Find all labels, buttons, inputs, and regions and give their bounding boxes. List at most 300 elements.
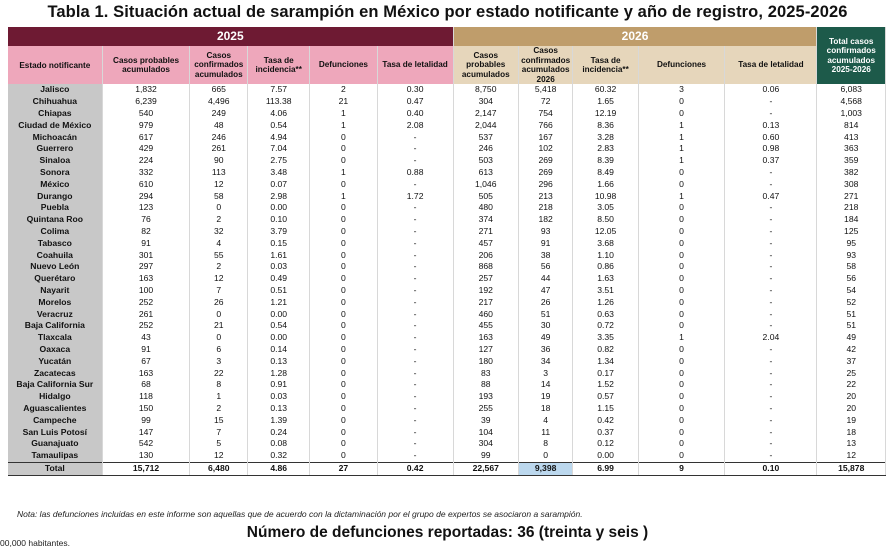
data-cell: 118	[102, 391, 190, 403]
data-cell: -	[725, 108, 817, 120]
total-cell: 4.86	[248, 462, 310, 475]
deaths-reported: Número de defunciones reportadas: 36 (treinta y seis )	[246, 524, 649, 541]
data-cell: 99	[102, 414, 190, 426]
header-deaths-2026: Defunciones	[638, 46, 725, 84]
data-cell: 26	[190, 296, 248, 308]
state-name-cell: Oaxaca	[8, 344, 102, 356]
data-cell: 43	[102, 332, 190, 344]
data-cell: 0	[310, 226, 377, 238]
data-cell: 125	[817, 226, 886, 238]
data-cell: 0	[190, 202, 248, 214]
state-name-cell: Zacatecas	[8, 367, 102, 379]
data-cell: 271	[453, 226, 518, 238]
state-name-cell: Guerrero	[8, 143, 102, 155]
data-cell: -	[377, 237, 453, 249]
table-title: Tabla 1. Situación actual de sarampión en México por estado notificante y año de registro, 2025-2026	[47, 3, 848, 21]
data-cell: 51	[518, 308, 573, 320]
state-name-cell: Tamaulipas	[8, 450, 102, 462]
data-cell: 54	[817, 285, 886, 297]
data-cell: 0	[638, 249, 725, 261]
data-cell: -	[725, 273, 817, 285]
data-cell: 8.50	[573, 214, 638, 226]
total-cell: 9,398	[518, 462, 573, 475]
data-cell: 1.52	[573, 379, 638, 391]
data-cell: 1.63	[573, 273, 638, 285]
note-text: Nota: las defunciones incluidas en este informe son aquellas que de acuerdo con la dictaminación por el grupo de expertos se asociaron a sarampión.	[17, 509, 583, 519]
data-cell: 4,496	[190, 96, 248, 108]
data-cell: -	[377, 320, 453, 332]
data-cell: 0	[310, 438, 377, 450]
data-cell: 0.15	[248, 237, 310, 249]
data-cell: 480	[453, 202, 518, 214]
state-name-cell: México	[8, 178, 102, 190]
data-cell: 6,083	[817, 84, 886, 96]
data-cell: 0	[310, 285, 377, 297]
total-cell: 6,480	[190, 462, 248, 475]
data-cell: 21	[310, 96, 377, 108]
data-cell: 252	[102, 296, 190, 308]
data-cell: 51	[817, 320, 886, 332]
data-cell: 76	[102, 214, 190, 226]
data-cell: 163	[102, 367, 190, 379]
data-cell: 18	[518, 403, 573, 415]
data-cell: -	[377, 214, 453, 226]
data-cell: 0	[310, 237, 377, 249]
state-name-cell: Baja California Sur	[8, 379, 102, 391]
table-row	[8, 190, 886, 202]
data-cell: 246	[190, 131, 248, 143]
data-cell: 359	[817, 155, 886, 167]
state-name-cell: Chihuahua	[8, 96, 102, 108]
data-cell: 102	[518, 143, 573, 155]
data-cell: -	[377, 155, 453, 167]
header-deaths-2025: Defunciones	[310, 46, 377, 84]
data-cell: 0	[638, 426, 725, 438]
data-cell: 4	[190, 237, 248, 249]
data-cell: 0	[638, 237, 725, 249]
data-cell: 44	[518, 273, 573, 285]
data-cell: 0	[310, 202, 377, 214]
data-cell: 0	[310, 308, 377, 320]
data-cell: 0	[638, 96, 725, 108]
header-probable-2026: Casos probables acumulados	[453, 46, 518, 84]
data-cell: 12	[190, 450, 248, 462]
data-cell: 0.13	[248, 355, 310, 367]
data-cell: 0	[638, 167, 725, 179]
data-cell: 979	[102, 119, 190, 131]
data-cell: -	[725, 202, 817, 214]
data-cell: 0	[310, 344, 377, 356]
data-cell: 12	[817, 450, 886, 462]
data-cell: 613	[453, 167, 518, 179]
data-cell: 37	[817, 355, 886, 367]
data-cell: 0.32	[248, 450, 310, 462]
data-cell: 163	[102, 273, 190, 285]
table-row	[8, 296, 886, 308]
table-row	[8, 450, 886, 462]
data-cell: 261	[102, 308, 190, 320]
data-cell: 1.10	[573, 249, 638, 261]
data-cell: -	[725, 391, 817, 403]
data-cell: 261	[190, 143, 248, 155]
data-cell: 6	[190, 344, 248, 356]
state-name-cell: San Luis Potosí	[8, 426, 102, 438]
data-cell: 0	[310, 414, 377, 426]
data-cell: 218	[518, 202, 573, 214]
data-cell: 2,147	[453, 108, 518, 120]
data-cell: 1.34	[573, 355, 638, 367]
data-cell: -	[725, 450, 817, 462]
data-cell: 1	[638, 131, 725, 143]
data-cell: 26	[518, 296, 573, 308]
data-cell: 0	[310, 450, 377, 462]
data-cell: 0.14	[248, 344, 310, 356]
data-cell: 3.48	[248, 167, 310, 179]
state-name-cell: Sinaloa	[8, 155, 102, 167]
total-row	[8, 462, 886, 475]
data-cell: 1,832	[102, 84, 190, 96]
data-cell: -	[377, 296, 453, 308]
data-cell: 455	[453, 320, 518, 332]
data-cell: 0.00	[573, 450, 638, 462]
data-cell: 0	[638, 379, 725, 391]
data-cell: -	[377, 450, 453, 462]
data-cell: 1	[638, 119, 725, 131]
table-row	[8, 131, 886, 143]
data-cell: 0.82	[573, 344, 638, 356]
data-cell: -	[377, 391, 453, 403]
data-cell: 7.57	[248, 84, 310, 96]
data-cell: 0	[310, 249, 377, 261]
data-cell: 38	[518, 249, 573, 261]
data-cell: -	[377, 438, 453, 450]
data-cell: 2.08	[377, 119, 453, 131]
data-cell: 123	[102, 202, 190, 214]
total-label: Total	[8, 462, 102, 475]
data-cell: 8,750	[453, 84, 518, 96]
data-cell: -	[377, 261, 453, 273]
header-incidence-2025: Tasa de incidencia**	[248, 46, 310, 84]
data-cell: 72	[518, 96, 573, 108]
data-cell: 2,044	[453, 119, 518, 131]
data-cell: -	[725, 320, 817, 332]
data-cell: 2	[190, 214, 248, 226]
data-cell: 0.10	[248, 214, 310, 226]
data-cell: 537	[453, 131, 518, 143]
data-cell: 150	[102, 403, 190, 415]
data-cell: 540	[102, 108, 190, 120]
data-cell: 36	[518, 344, 573, 356]
data-cell: 47	[518, 285, 573, 297]
data-cell: 0	[310, 273, 377, 285]
data-cell: 1.39	[248, 414, 310, 426]
data-cell: 113.38	[248, 96, 310, 108]
data-cell: 0.07	[248, 178, 310, 190]
data-cell: 22	[190, 367, 248, 379]
data-cell: 0.86	[573, 261, 638, 273]
total-cell: 15,712	[102, 462, 190, 475]
data-cell: 0	[310, 214, 377, 226]
data-cell: 0.00	[248, 202, 310, 214]
data-cell: 42	[817, 344, 886, 356]
data-cell: 58	[817, 261, 886, 273]
data-cell: 0.88	[377, 167, 453, 179]
data-cell: 22	[817, 379, 886, 391]
table-row	[8, 178, 886, 190]
data-cell: 20	[817, 391, 886, 403]
data-cell: 308	[817, 178, 886, 190]
data-cell: 0	[638, 367, 725, 379]
data-cell: 0	[310, 296, 377, 308]
data-cell: 505	[453, 190, 518, 202]
data-cell: 0.00	[248, 308, 310, 320]
data-cell: 0.47	[377, 96, 453, 108]
state-name-cell: Guanajuato	[8, 438, 102, 450]
table-row	[8, 355, 886, 367]
data-cell: 4	[518, 414, 573, 426]
table-row	[8, 237, 886, 249]
header-lethality-2026: Tasa de letalidad	[725, 46, 817, 84]
data-cell: 48	[190, 119, 248, 131]
state-name-cell: Chiapas	[8, 108, 102, 120]
data-cell: 0	[310, 355, 377, 367]
data-cell: 206	[453, 249, 518, 261]
state-name-cell: Hidalgo	[8, 391, 102, 403]
data-cell: 8.39	[573, 155, 638, 167]
data-cell: -	[377, 355, 453, 367]
table-row	[8, 285, 886, 297]
data-cell: 0	[310, 143, 377, 155]
data-cell: 0	[310, 426, 377, 438]
data-cell: 7	[190, 285, 248, 297]
data-cell: 0	[310, 391, 377, 403]
data-cell: 0.08	[248, 438, 310, 450]
data-cell: 3	[190, 355, 248, 367]
data-cell: -	[377, 414, 453, 426]
data-cell: 0.57	[573, 391, 638, 403]
data-cell: -	[377, 249, 453, 261]
data-cell: 12.05	[573, 226, 638, 238]
data-cell: -	[725, 426, 817, 438]
header-confirmed-2026: Casos confirmados acumulados 2026	[518, 46, 573, 84]
data-cell: 7.04	[248, 143, 310, 155]
table-row	[8, 202, 886, 214]
data-cell: 93	[817, 249, 886, 261]
header-incidence-2026: Tasa de incidencia**	[573, 46, 638, 84]
data-cell: 180	[453, 355, 518, 367]
data-cell: 249	[190, 108, 248, 120]
data-cell: 271	[817, 190, 886, 202]
data-cell: -	[725, 344, 817, 356]
data-cell: 3	[518, 367, 573, 379]
data-cell: -	[377, 308, 453, 320]
table-row	[8, 155, 886, 167]
data-cell: -	[725, 438, 817, 450]
table-row	[8, 426, 886, 438]
data-cell: 25	[817, 367, 886, 379]
total-cell: 27	[310, 462, 377, 475]
data-cell: 2	[310, 84, 377, 96]
data-cell: 1.66	[573, 178, 638, 190]
state-name-cell: Quintana Roo	[8, 214, 102, 226]
state-name-cell: Campeche	[8, 414, 102, 426]
data-cell: 113	[190, 167, 248, 179]
data-cell: 0.24	[248, 426, 310, 438]
data-cell: 294	[102, 190, 190, 202]
data-cell: 49	[518, 332, 573, 344]
data-cell: 12	[190, 273, 248, 285]
data-cell: 269	[518, 167, 573, 179]
data-cell: -	[725, 296, 817, 308]
data-cell: 1.15	[573, 403, 638, 415]
data-cell: 0	[310, 131, 377, 143]
footnote: 00,000 habitantes.	[0, 538, 70, 548]
data-cell: 127	[453, 344, 518, 356]
data-cell: 5,418	[518, 84, 573, 96]
data-cell: 99	[453, 450, 518, 462]
data-cell: 0.42	[573, 414, 638, 426]
data-cell: 167	[518, 131, 573, 143]
measles-table	[8, 27, 886, 476]
data-cell: 0	[310, 178, 377, 190]
table-row	[8, 332, 886, 344]
data-cell: 297	[102, 261, 190, 273]
data-cell: 0.06	[725, 84, 817, 96]
data-cell: -	[725, 178, 817, 190]
data-cell: 6,239	[102, 96, 190, 108]
state-name-cell: Aguascalientes	[8, 403, 102, 415]
data-cell: 413	[817, 131, 886, 143]
total-cell: 6.99	[573, 462, 638, 475]
data-cell: 0.17	[573, 367, 638, 379]
data-cell: 2.83	[573, 143, 638, 155]
data-cell: 252	[102, 320, 190, 332]
data-cell: 3.05	[573, 202, 638, 214]
data-cell: 1.61	[248, 249, 310, 261]
data-cell: 20	[817, 403, 886, 415]
data-cell: -	[725, 403, 817, 415]
data-cell: 19	[518, 391, 573, 403]
data-cell: -	[725, 261, 817, 273]
data-cell: 255	[453, 403, 518, 415]
data-cell: 91	[102, 237, 190, 249]
data-cell: -	[725, 308, 817, 320]
table-row	[8, 214, 886, 226]
data-cell: 382	[817, 167, 886, 179]
state-name-cell: Querétaro	[8, 273, 102, 285]
data-cell: 0.30	[377, 84, 453, 96]
data-cell: 60.32	[573, 84, 638, 96]
data-cell: -	[377, 426, 453, 438]
state-name-cell: Jalisco	[8, 84, 102, 96]
table-row	[8, 344, 886, 356]
data-cell: 1,046	[453, 178, 518, 190]
data-cell: 766	[518, 119, 573, 131]
table-row	[8, 308, 886, 320]
data-cell: 5	[190, 438, 248, 450]
total-cell: 0.10	[725, 462, 817, 475]
state-name-cell: Puebla	[8, 202, 102, 214]
data-cell: 100	[102, 285, 190, 297]
data-cell: 0.51	[248, 285, 310, 297]
data-cell: 0	[518, 450, 573, 462]
data-cell: 0.60	[725, 131, 817, 143]
data-cell: 1,003	[817, 108, 886, 120]
data-cell: 30	[518, 320, 573, 332]
data-cell: -	[377, 344, 453, 356]
data-cell: 0.63	[573, 308, 638, 320]
header-total: Total casos confirmados acumulados 2025-2026	[817, 27, 886, 84]
data-cell: 269	[518, 155, 573, 167]
data-cell: 0	[310, 155, 377, 167]
data-cell: 51	[817, 308, 886, 320]
data-cell: 67	[102, 355, 190, 367]
data-cell: -	[377, 178, 453, 190]
header-probable-2025: Casos probables acumulados	[102, 46, 190, 84]
table-row	[8, 367, 886, 379]
data-cell: 1	[190, 391, 248, 403]
data-cell: 10.98	[573, 190, 638, 202]
data-cell: -	[377, 332, 453, 344]
data-cell: -	[725, 226, 817, 238]
data-cell: 0	[638, 403, 725, 415]
data-cell: 868	[453, 261, 518, 273]
data-cell: 0	[638, 108, 725, 120]
data-cell: 0	[638, 355, 725, 367]
data-cell: 0	[638, 261, 725, 273]
data-cell: 3.79	[248, 226, 310, 238]
data-cell: 2.75	[248, 155, 310, 167]
data-cell: 3.51	[573, 285, 638, 297]
data-cell: 55	[190, 249, 248, 261]
table-row	[8, 226, 886, 238]
data-cell: 542	[102, 438, 190, 450]
data-cell: 1	[310, 108, 377, 120]
table-row	[8, 119, 886, 131]
table-row	[8, 438, 886, 450]
data-cell: 213	[518, 190, 573, 202]
data-cell: 11	[518, 426, 573, 438]
data-cell: 12	[190, 178, 248, 190]
data-cell: 3.35	[573, 332, 638, 344]
state-name-cell: Morelos	[8, 296, 102, 308]
data-cell: -	[725, 237, 817, 249]
data-cell: 8	[518, 438, 573, 450]
data-cell: 8.36	[573, 119, 638, 131]
table-row	[8, 261, 886, 273]
data-cell: 0	[638, 320, 725, 332]
data-cell: -	[725, 167, 817, 179]
data-cell: 246	[453, 143, 518, 155]
data-cell: 217	[453, 296, 518, 308]
data-cell: -	[377, 143, 453, 155]
data-cell: -	[725, 214, 817, 226]
data-cell: -	[377, 202, 453, 214]
data-cell: 665	[190, 84, 248, 96]
data-cell: 0.40	[377, 108, 453, 120]
data-cell: 0.03	[248, 391, 310, 403]
data-cell: 0	[638, 273, 725, 285]
data-cell: 0	[310, 403, 377, 415]
data-cell: 224	[102, 155, 190, 167]
table-body	[8, 84, 886, 475]
data-cell: 147	[102, 426, 190, 438]
data-cell: 0	[638, 202, 725, 214]
data-cell: 182	[518, 214, 573, 226]
data-cell: 15	[190, 414, 248, 426]
table-row	[8, 403, 886, 415]
table-row	[8, 167, 886, 179]
